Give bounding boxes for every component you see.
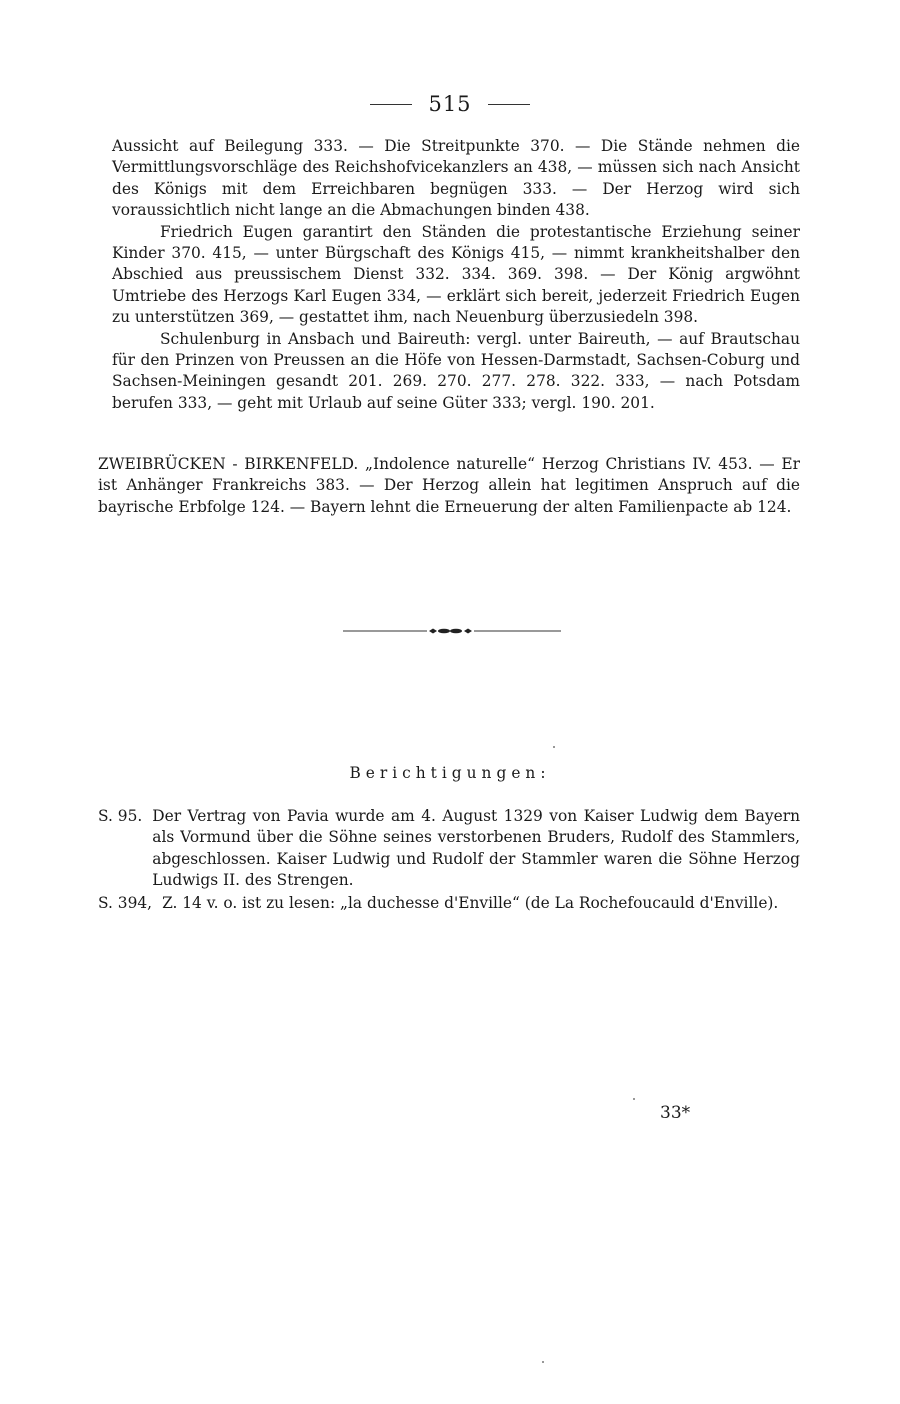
erratum-text: Der Vertrag von Pavia wurde am 4. August 1329 von Kaiser Ludwig dem Bayern als Vormund über die Söhne seines verstorbenen Bruders, Rudolf des Stammlers, abgeschlossen. Kaiser Ludwig und Rudolf der Stammler waren die Söhne Herzog Ludwigs II. des Strengen. — [152, 807, 800, 890]
index-entry-heading: ZWEIBRÜCKEN - BIRKENFELD. — [98, 455, 359, 473]
header-rule-left — [370, 104, 412, 105]
index-paragraph-3: Schulenburg in Ansbach und Baireuth: vergl. unter Baireuth, — auf Brautschau für den Prinzen von Preussen an die Höfe von Hessen-Darmstadt, Sachsen-Coburg und Sachsen-Meiningen gesandt 201. 269. 270. 277. 278. 322. 333, — nach Potsdam berufen 333, — geht mit Urlaub auf seine Güter 333; vergl. 190. 201. — [112, 329, 800, 412]
print-speck — [553, 746, 555, 748]
index-entry-continuation — [112, 136, 800, 414]
page-header — [0, 88, 900, 120]
page-number: 515 — [428, 92, 472, 116]
errata-heading: Berichtigungen: — [349, 764, 551, 782]
erratum-entry — [98, 893, 800, 914]
ornamental-divider — [343, 625, 561, 637]
sheet-signature-mark: 33* — [660, 1103, 691, 1123]
header-rule-right — [488, 104, 530, 105]
index-entry-zweibruecken — [98, 454, 800, 518]
erratum-entry — [98, 806, 800, 892]
print-speck — [542, 1361, 544, 1363]
index-paragraph-1: Aussicht auf Beilegung 333. — Die Streitpunkte 370. — Die Stände nehmen die Vermittlungsvorschläge des Reichshofvicekanzlers an 438, — müssen sich nach Ansicht des Königs mit dem Erreichbaren begnügen 333. — Der Herzog wird sich voraussichtlich nicht lange an die Abmachungen binden 438. — [112, 137, 800, 220]
index-paragraph-2: Friedrich Eugen garantirt den Ständen die protestantische Erziehung seiner Kinder 370. 415, — unter Bürgschaft des Königs 415, — nimmt krankheitshalber den Abschied aus preussischem Dienst 332. 334. 369. 398. — Der König argwöhnt Umtriebe des Herzogs Karl Eugen 334, — erklärt sich bereit, jederzeit Friedrich Eugen zu unterstützen 369, — gestattet ihm, nach Neuenburg überzusiedeln 398. — [112, 222, 800, 327]
erratum-page-ref: S. 394, — [98, 894, 153, 912]
index-entry-text — [98, 454, 800, 518]
print-speck — [633, 1098, 635, 1100]
index-entry-body: „Indolence naturelle“ Herzog Christians IV. 453. — Er ist Anhänger Frankreichs 383. — Der Herzog allein hat legitimen Anspruch auf die bayrische Erbfolge 124. — Bayern lehnt die Erneuerung der alten Familienpacte ab 124. — [98, 455, 800, 516]
erratum-page-ref: S. 95. — [98, 807, 143, 825]
erratum-text: Z. 14 v. o. ist zu lesen: „la duchesse d'Enville“ (de La Rochefoucauld d'Enville). — [162, 894, 779, 912]
